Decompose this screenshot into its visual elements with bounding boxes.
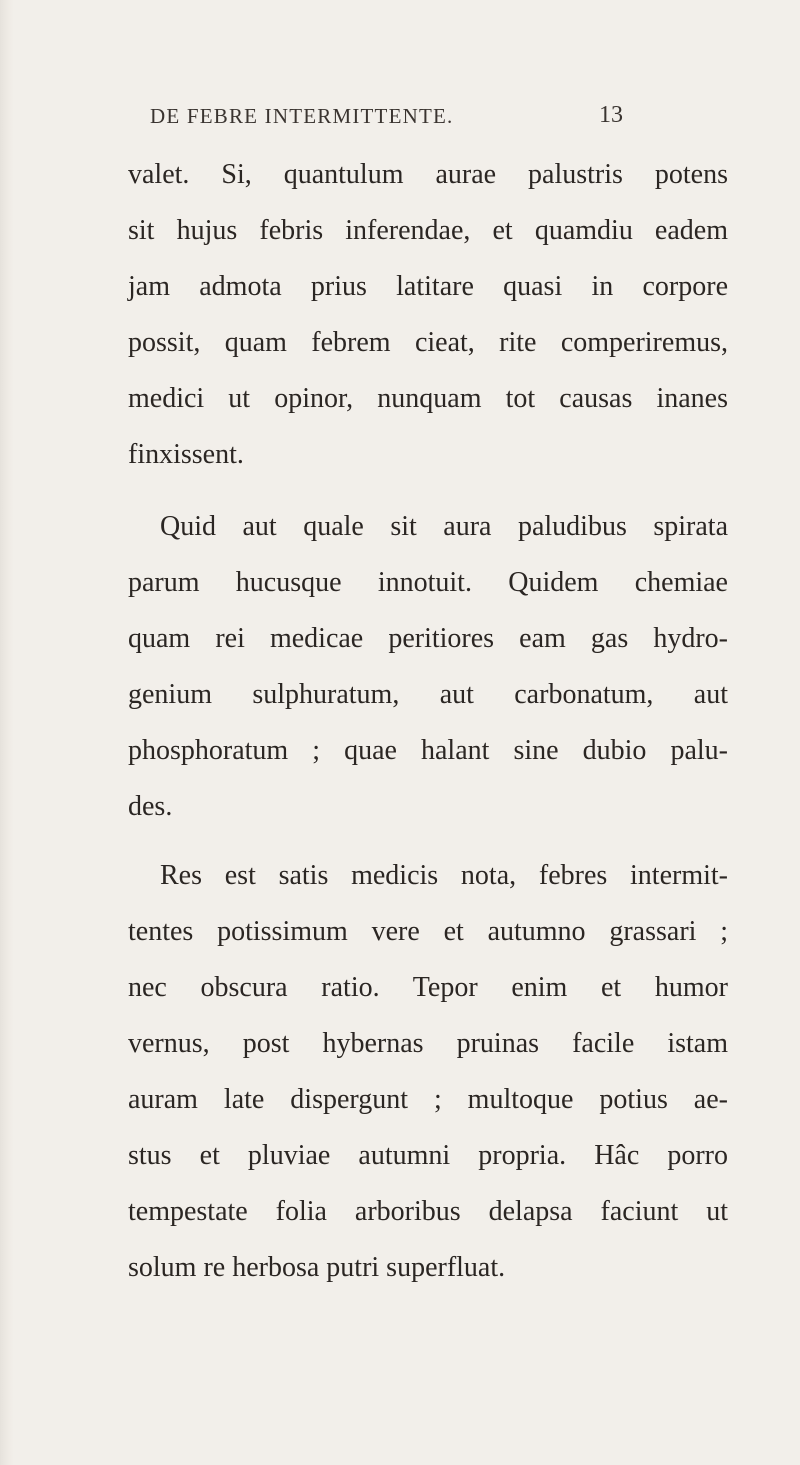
text-line: parum hucusque innotuit. Quidem chemiae xyxy=(128,567,728,598)
paragraph xyxy=(128,147,728,483)
running-title: DE FEBRE INTERMITTENTE. xyxy=(150,104,454,128)
paragraph xyxy=(128,848,728,1296)
text-line: valet. Si, quantulum aurae palustris potens xyxy=(128,159,728,190)
page-edge xyxy=(0,0,14,1465)
text-line: des. xyxy=(128,791,173,822)
text-line: phosphoratum ; quae halant sine dubio palu- xyxy=(128,735,728,766)
text-line: nec obscura ratio. Tepor enim et humor xyxy=(128,972,728,1003)
text-line: Res est satis medicis nota, febres intermit- xyxy=(160,860,728,891)
text-line: genium sulphuratum, aut carbonatum, aut xyxy=(128,679,728,710)
text-line: tentes potissimum vere et autumno grassari ; xyxy=(128,916,728,947)
text-line: possit, quam febrem cieat, rite comperiremus, xyxy=(128,327,728,358)
text-line: finxissent. xyxy=(128,439,244,470)
text-line: sit hujus febris inferendae, et quamdiu eadem xyxy=(128,215,728,246)
text-line: auram late dispergunt ; multoque potius ae- xyxy=(128,1084,728,1115)
text-line: quam rei medicae peritiores eam gas hydro- xyxy=(128,623,728,654)
page-number: 13 xyxy=(599,102,623,128)
text-line: Quid aut quale sit aura paludibus spirata xyxy=(160,511,728,542)
text-line: stus et pluviae autumni propria. Hâc porro xyxy=(128,1140,728,1171)
text-line: solum re herbosa putri superfluat. xyxy=(128,1252,506,1283)
text-line: vernus, post hybernas pruinas facile istam xyxy=(128,1028,728,1059)
paragraph xyxy=(128,499,728,835)
text-line: medici ut opinor, nunquam tot causas inanes xyxy=(128,383,728,414)
text-line: tempestate folia arboribus delapsa faciunt ut xyxy=(128,1196,728,1227)
text-line: jam admota prius latitare quasi in corpore xyxy=(128,271,728,302)
